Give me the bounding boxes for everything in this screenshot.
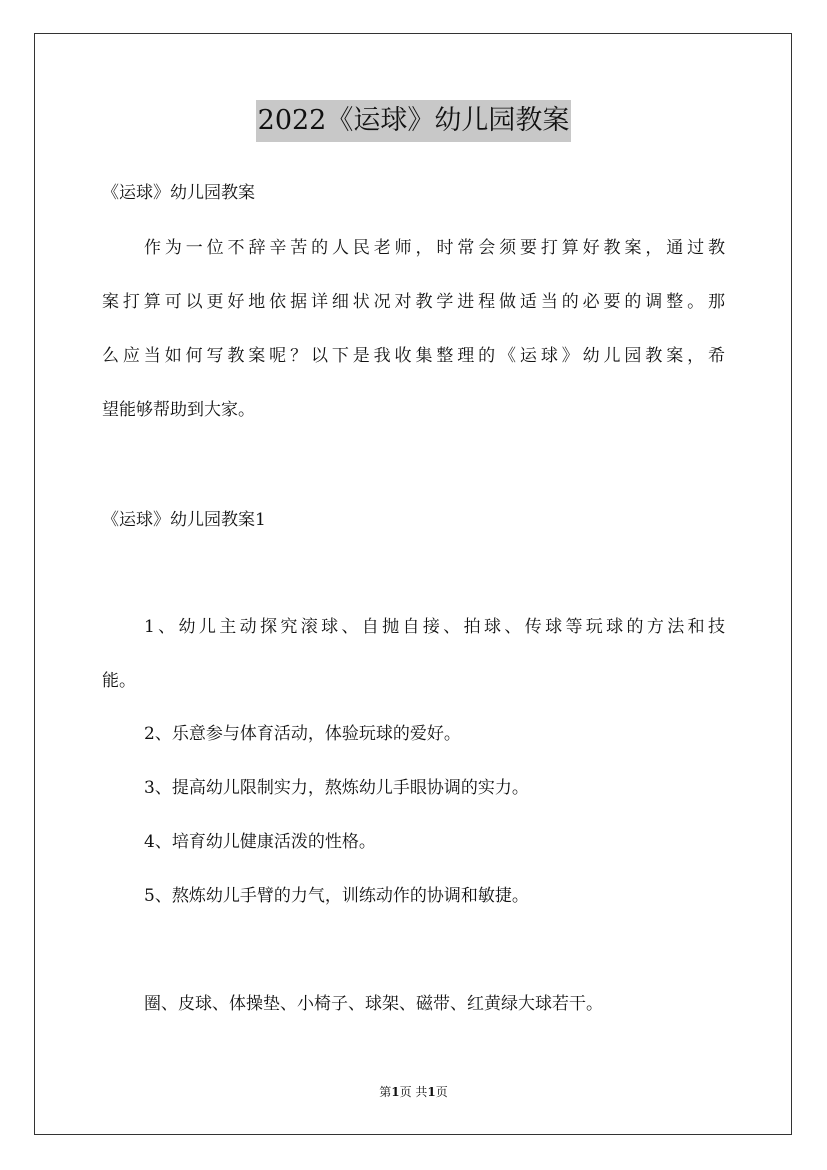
materials-line: 圈、皮球、体操垫、小椅子、球架、磁带、红黄绿大球若干。 [144, 994, 603, 1014]
goal-item: 4、培育幼儿健康活泼的性格。 [144, 832, 376, 852]
intro-line: 么应当如何写教案呢？以下是我收集整理的《运球》幼儿园教案，希 [102, 346, 725, 366]
footer-prefix: 第 [379, 1085, 392, 1099]
footer-current-page: 1 [391, 1085, 400, 1099]
goal-item: 2、乐意参与体育活动，体验玩球的爱好。 [144, 724, 461, 744]
goal-item: 能。 [102, 671, 136, 691]
goal-item: 1、幼儿主动探究滚球、自抛自接、拍球、传球等玩球的方法和技 [144, 617, 725, 637]
document-title: 2022《运球》幼儿园教案 [256, 100, 572, 142]
page-footer [0, 1084, 827, 1100]
intro-line: 案打算可以更好地依据详细状况对教学进程做适当的必要的调整。那 [102, 292, 725, 312]
section-heading: 《运球》幼儿园教案1 [102, 510, 266, 530]
goal-item: 5、熬炼幼儿手臂的力气，训练动作的协调和敏捷。 [144, 886, 529, 906]
footer-mid: 页 共 [399, 1085, 428, 1099]
document-subtitle: 《运球》幼儿园教案 [102, 183, 255, 203]
intro-line: 望能够帮助到大家。 [102, 400, 255, 420]
goal-item: 3、提高幼儿限制实力，熬炼幼儿手眼协调的实力。 [144, 778, 529, 798]
title-container [0, 100, 827, 142]
footer-total-pages: 1 [427, 1085, 436, 1099]
intro-line: 作为一位不辞辛苦的人民老师，时常会须要打算好教案，通过教 [144, 238, 725, 258]
footer-suffix: 页 [435, 1085, 448, 1099]
